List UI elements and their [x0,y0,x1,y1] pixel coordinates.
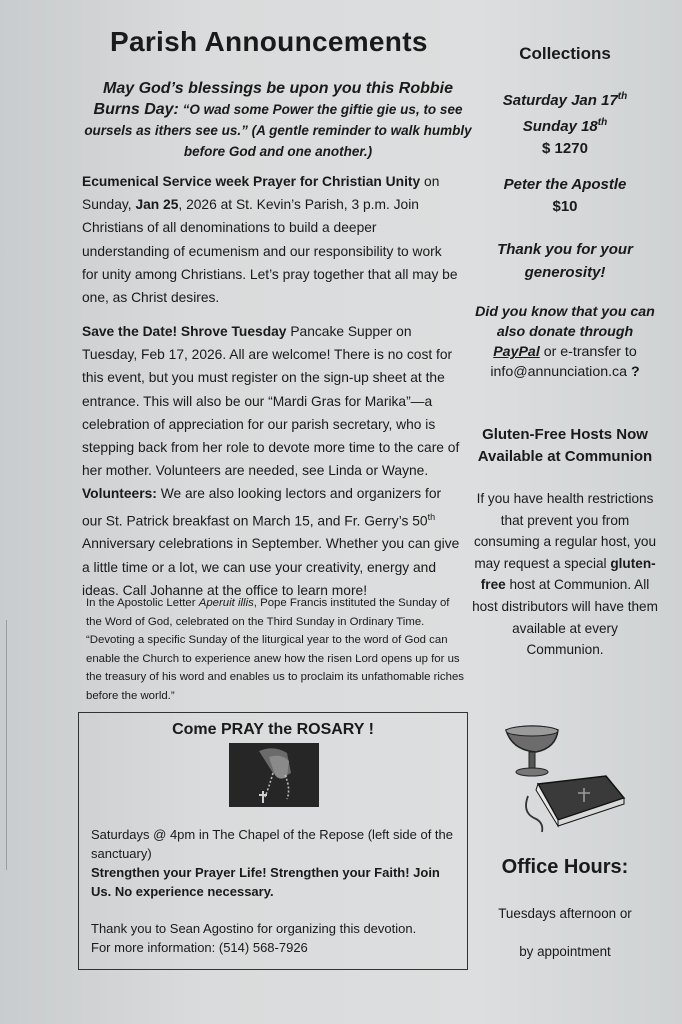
rosary-schedule: Saturdays @ 4pm in The Chapel of the Repose (left side of the sanctuary) [91,827,453,861]
office-hours-title: Office Hours: [501,856,629,878]
ecumenical-date: Jan 25 [135,197,179,213]
rosary-footer [91,919,461,957]
page-title: Parish Announcements [110,26,428,57]
office-hours-line-2: by appointment [519,944,611,959]
blessing-quote: “O wad some Power the giftie gie us, to see oursels as ithers see us.” (A gentle reminder to walk humbly before God and one another.) [84,102,472,159]
donate-text-2: or e-transfer to info@annunciation.ca [490,344,637,380]
ecumenical-text-1: on Sunday, [82,174,440,213]
shrove-heading: Save the Date! Shrove Tuesday [82,324,287,339]
collections-saturday [472,86,658,112]
rosary-box [78,712,468,970]
gluten-text-1: If you have health restrictions that prevent you from consuming a regular host, you may request a special [473,491,657,571]
collections-sunday-text: Sunday 18 [522,118,598,135]
shrove-paragraph [82,320,460,602]
donate-text-1: Did you know that you can also donate through [475,304,655,340]
donate-info [472,302,658,382]
blessing-message [82,78,474,162]
ecumenical-text-2: , 2026 at St. Kevin’s Parish, 3 p.m. Join Christians of all denominations to build a deeper understanding of ecumenism and our responsibility to work for unity among Christians. Let’s pray together that all may be one, as Christ desires. [82,197,458,306]
rosary-hands-icon [229,743,319,807]
collections-amount: $ 1270 [542,140,588,157]
gluten-body [472,488,658,661]
collections-title: Collections [519,44,611,63]
peter-collection [472,174,658,218]
ecumenical-heading: Ecumenical Service week Prayer for Christian Unity [82,174,421,189]
apostolic-paragraph [86,594,464,706]
rosary-title: Come PRAY the ROSARY ! [172,721,374,738]
collections-saturday-sup: th [617,91,628,102]
rosary-info: For more information: (514) 568-7926 [91,940,308,955]
collections-sunday-sup: th [597,117,608,128]
collections-saturday-text: Saturday Jan 17 [502,92,618,109]
rosary-thanks: Thank you to Sean Agostino for organizing this devotion. [91,921,417,936]
volunteers-label: Volunteers: [82,486,157,502]
peter-label: Peter the Apostle [503,176,627,193]
volunteers-text-2: Anniversary celebrations in September. Whether you can give a little time or a lot, we can use your creativity, energy and ideas. Call Johanne at the office to learn more! [82,536,460,598]
paypal-link[interactable]: PayPal [493,344,540,360]
rosary-callout: Strengthen your Prayer Life! Strengthen your Faith! Join Us. No experience necessary. [91,865,440,899]
chalice-bible-icon [498,722,626,840]
gluten-title: Gluten-Free Hosts Now Available at Communion [477,426,653,465]
apostolic-letter-title: Aperuit illis [198,597,254,609]
donate-question-mark: ? [630,364,640,380]
generosity-thanks: Thank you for your generosity! [497,241,633,281]
volunteers-text-1: We are also looking lectors and organizers for our St. Patrick breakfast on March 15, and Fr. Gerry’s 50 [82,486,442,529]
ecumenical-paragraph [82,170,460,309]
peter-amount: $10 [552,198,578,215]
gluten-text-2: host at Communion. All host distributors will have them available at every Communion. [472,577,658,658]
apostolic-text-1: In the Apostolic Letter [86,597,199,609]
volunteers-sup: th [427,511,436,522]
collections-weekend [472,86,658,160]
office-hours-line-1: Tuesdays afternoon or [498,906,632,921]
blessing-lead: May God’s blessings be upon you this Robbie Burns Day: [93,80,453,118]
collections-sunday [472,112,658,138]
apostolic-text-2: , Pope Francis instituted the Sunday of the Word of God, celebrated on the Third Sunday in Ordinary Time. “Devoting a specific Sunday of the liturgical year to the word of God can enable the Church to experience anew how the risen Lord opens up for us the treasury of his word and enables us to proclaim its unfathomable riches before the world.” [86,597,464,702]
page-edge [0,620,7,870]
shrove-text: Pancake Supper on Tuesday, Feb 17, 2026. All are welcome! There is no cost for this event, but you must register on the sign-up sheet at the entrance. This will also be our “Mardi Gras for Marika”—a celebration of appreciation for our parish secretary, who is stepping back from her role to devote more time to the care of her mother. Volunteers are needed, see Linda or Wayne. [82,324,460,479]
gluten-bold: gluten-free [480,555,656,593]
